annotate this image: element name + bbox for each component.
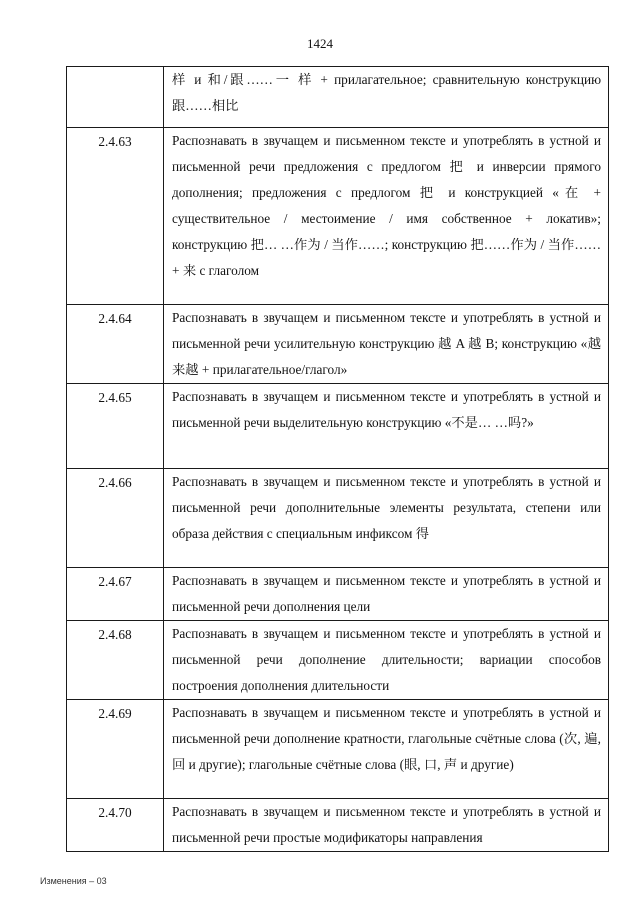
table-row (67, 128, 609, 305)
row-text: Распознавать в звучащем и письменном тексте и употреблять в устной и письменной речи простые модификаторы направления (164, 799, 609, 852)
row-code: 2.4.63 (67, 128, 164, 305)
row-text: 样 и 和/跟……一 样 + прилагательное; сравнительную конструкцию 跟……相比 (164, 67, 609, 128)
row-code: 2.4.66 (67, 469, 164, 568)
row-code: 2.4.67 (67, 568, 164, 621)
row-text: Распознавать в звучащем и письменном тексте и употреблять в устной и письменной речи предложения с предлогом 把 и инверсии прямого дополнения; предложения с предлогом 把 и конструкцией «在 + существительное / местоимение / имя собственное + локатив»; конструкцию 把… …作为 / 当作……; конструкцию 把……作为 / 当作…… + 来 с глаголом (164, 128, 609, 305)
table-row (67, 700, 609, 799)
row-text: Распознавать в звучащем и письменном тексте и употреблять в устной и письменной речи дополнение длительности; вариации способов построения дополнения длительности (164, 621, 609, 700)
row-text: Распознавать в звучащем и письменном тексте и употреблять в устной и письменной речи усилительную конструкцию 越 A 越 B; конструкцию «越来越 + прилагательное/глагол» (164, 305, 609, 384)
row-code: 2.4.65 (67, 384, 164, 469)
table-row (67, 568, 609, 621)
page-number: 1424 (307, 36, 333, 51)
row-text: Распознавать в звучащем и письменном тексте и употреблять в устной и письменной речи дополнения цели (164, 568, 609, 621)
table-row (67, 799, 609, 852)
row-code: 2.4.70 (67, 799, 164, 852)
row-text: Распознавать в звучащем и письменном тексте и употреблять в устной и письменной речи дополнительные элементы результата, степени или образа действия с специальным инфиксом 得 (164, 469, 609, 568)
row-text: Распознавать в звучащем и письменном тексте и употреблять в устной и письменной речи дополнение кратности, глагольные счётные слова (次, 遍, 回 и другие); глагольные счётные слова (眼, 口, 声 и другие) (164, 700, 609, 799)
row-code: 2.4.64 (67, 305, 164, 384)
table-row (67, 305, 609, 384)
table-row (67, 469, 609, 568)
table-row (67, 384, 609, 469)
table-row (67, 621, 609, 700)
row-text: Распознавать в звучащем и письменном тексте и употреблять в устной и письменной речи выделительную конструкцию «不是… …吗?» (164, 384, 609, 469)
footer-revision-note: Изменения – 03 (40, 876, 107, 886)
row-code: 2.4.69 (67, 700, 164, 799)
requirements-table (66, 66, 609, 852)
table-row (67, 67, 609, 128)
row-code: 2.4.68 (67, 621, 164, 700)
row-code (67, 67, 164, 128)
